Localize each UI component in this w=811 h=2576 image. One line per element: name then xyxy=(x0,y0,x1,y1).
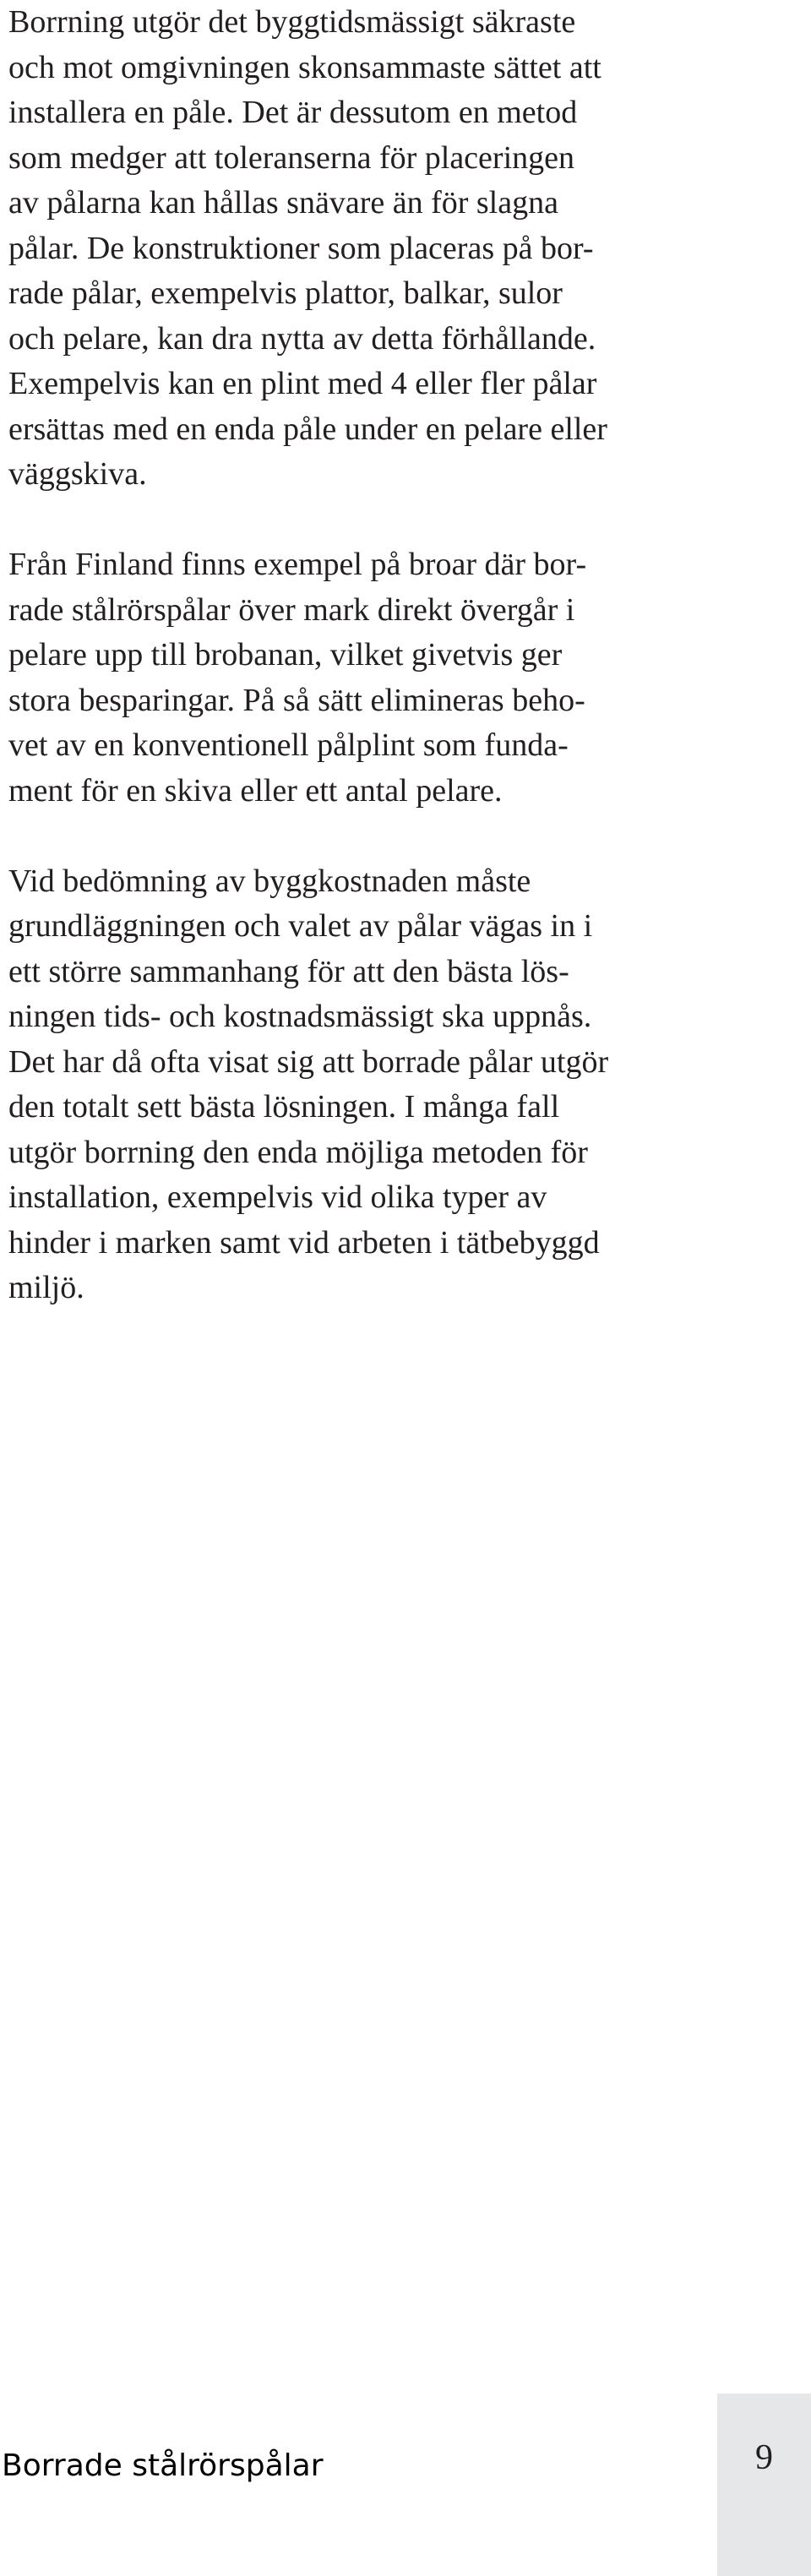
text-line: väggskiva. xyxy=(8,456,147,492)
text-line: och mot omgivningen skonsammaste sättet att xyxy=(8,49,601,85)
text-line: av pålarna kan hållas snävare än för slagna xyxy=(8,185,558,221)
text-line: och pelare, kan dra nytta av detta förhållande. xyxy=(8,320,596,357)
text-line: miljö. xyxy=(8,1270,84,1305)
paragraph-1 xyxy=(8,0,735,498)
text-line: installation, exempelvis vid olika typer av xyxy=(8,1179,547,1215)
text-line: Exempelvis kan en plint med 4 eller fler pålar xyxy=(8,366,597,401)
page-number-tab xyxy=(717,2394,811,2576)
text-line: utgör borrning den enda möjliga metoden för xyxy=(8,1134,588,1170)
footer-title: Borrade stålrörspålar xyxy=(2,2448,324,2483)
text-line: som medger att toleranserna för placeringen xyxy=(8,139,574,176)
text-line: installera en påle. Det är dessutom en metod xyxy=(8,95,578,130)
text-line: pelare upp till brobanan, vilket givetvis ger xyxy=(8,637,563,673)
text-line: pålar. De konstruktioner som placeras på bor- xyxy=(8,230,594,266)
body-text xyxy=(8,0,735,1356)
text-line: ersättas med en enda påle under en pelare eller xyxy=(8,411,607,447)
text-line: den totalt sett bästa lösningen. I många fall xyxy=(8,1089,560,1125)
text-line: ett större sammanhang för att den bästa lös- xyxy=(8,953,569,989)
paragraph-2 xyxy=(8,542,735,814)
text-line: Borrning utgör det byggtidsmässigt säkraste xyxy=(8,4,576,40)
text-line: vet av en konventionell pålplint som funda- xyxy=(8,727,569,763)
text-line: Vid bedömning av byggkostnaden måste xyxy=(8,863,531,899)
text-line: Från Finland finns exempel på broar där bor- xyxy=(8,547,587,582)
text-line: rade stålrörspålar över mark direkt övergår i xyxy=(8,591,575,628)
text-line: Det har då ofta visat sig att borrade pålar utgör xyxy=(8,1043,609,1080)
text-line: rade pålar, exempelvis plattor, balkar, sulor xyxy=(8,275,563,311)
text-line: hinder i marken samt vid arbeten i tätbebyggd xyxy=(8,1224,600,1261)
text-line: grundläggningen och valet av pålar vägas in i xyxy=(8,908,593,944)
page-number: 9 xyxy=(755,2438,773,2477)
paragraph-3 xyxy=(8,859,735,1311)
text-line: ment för en skiva eller ett antal pelare. xyxy=(8,772,503,809)
text-line: stora besparingar. På så sätt elimineras beho- xyxy=(8,682,585,718)
text-line: ningen tids- och kostnadsmässigt ska uppnås. xyxy=(8,999,592,1034)
